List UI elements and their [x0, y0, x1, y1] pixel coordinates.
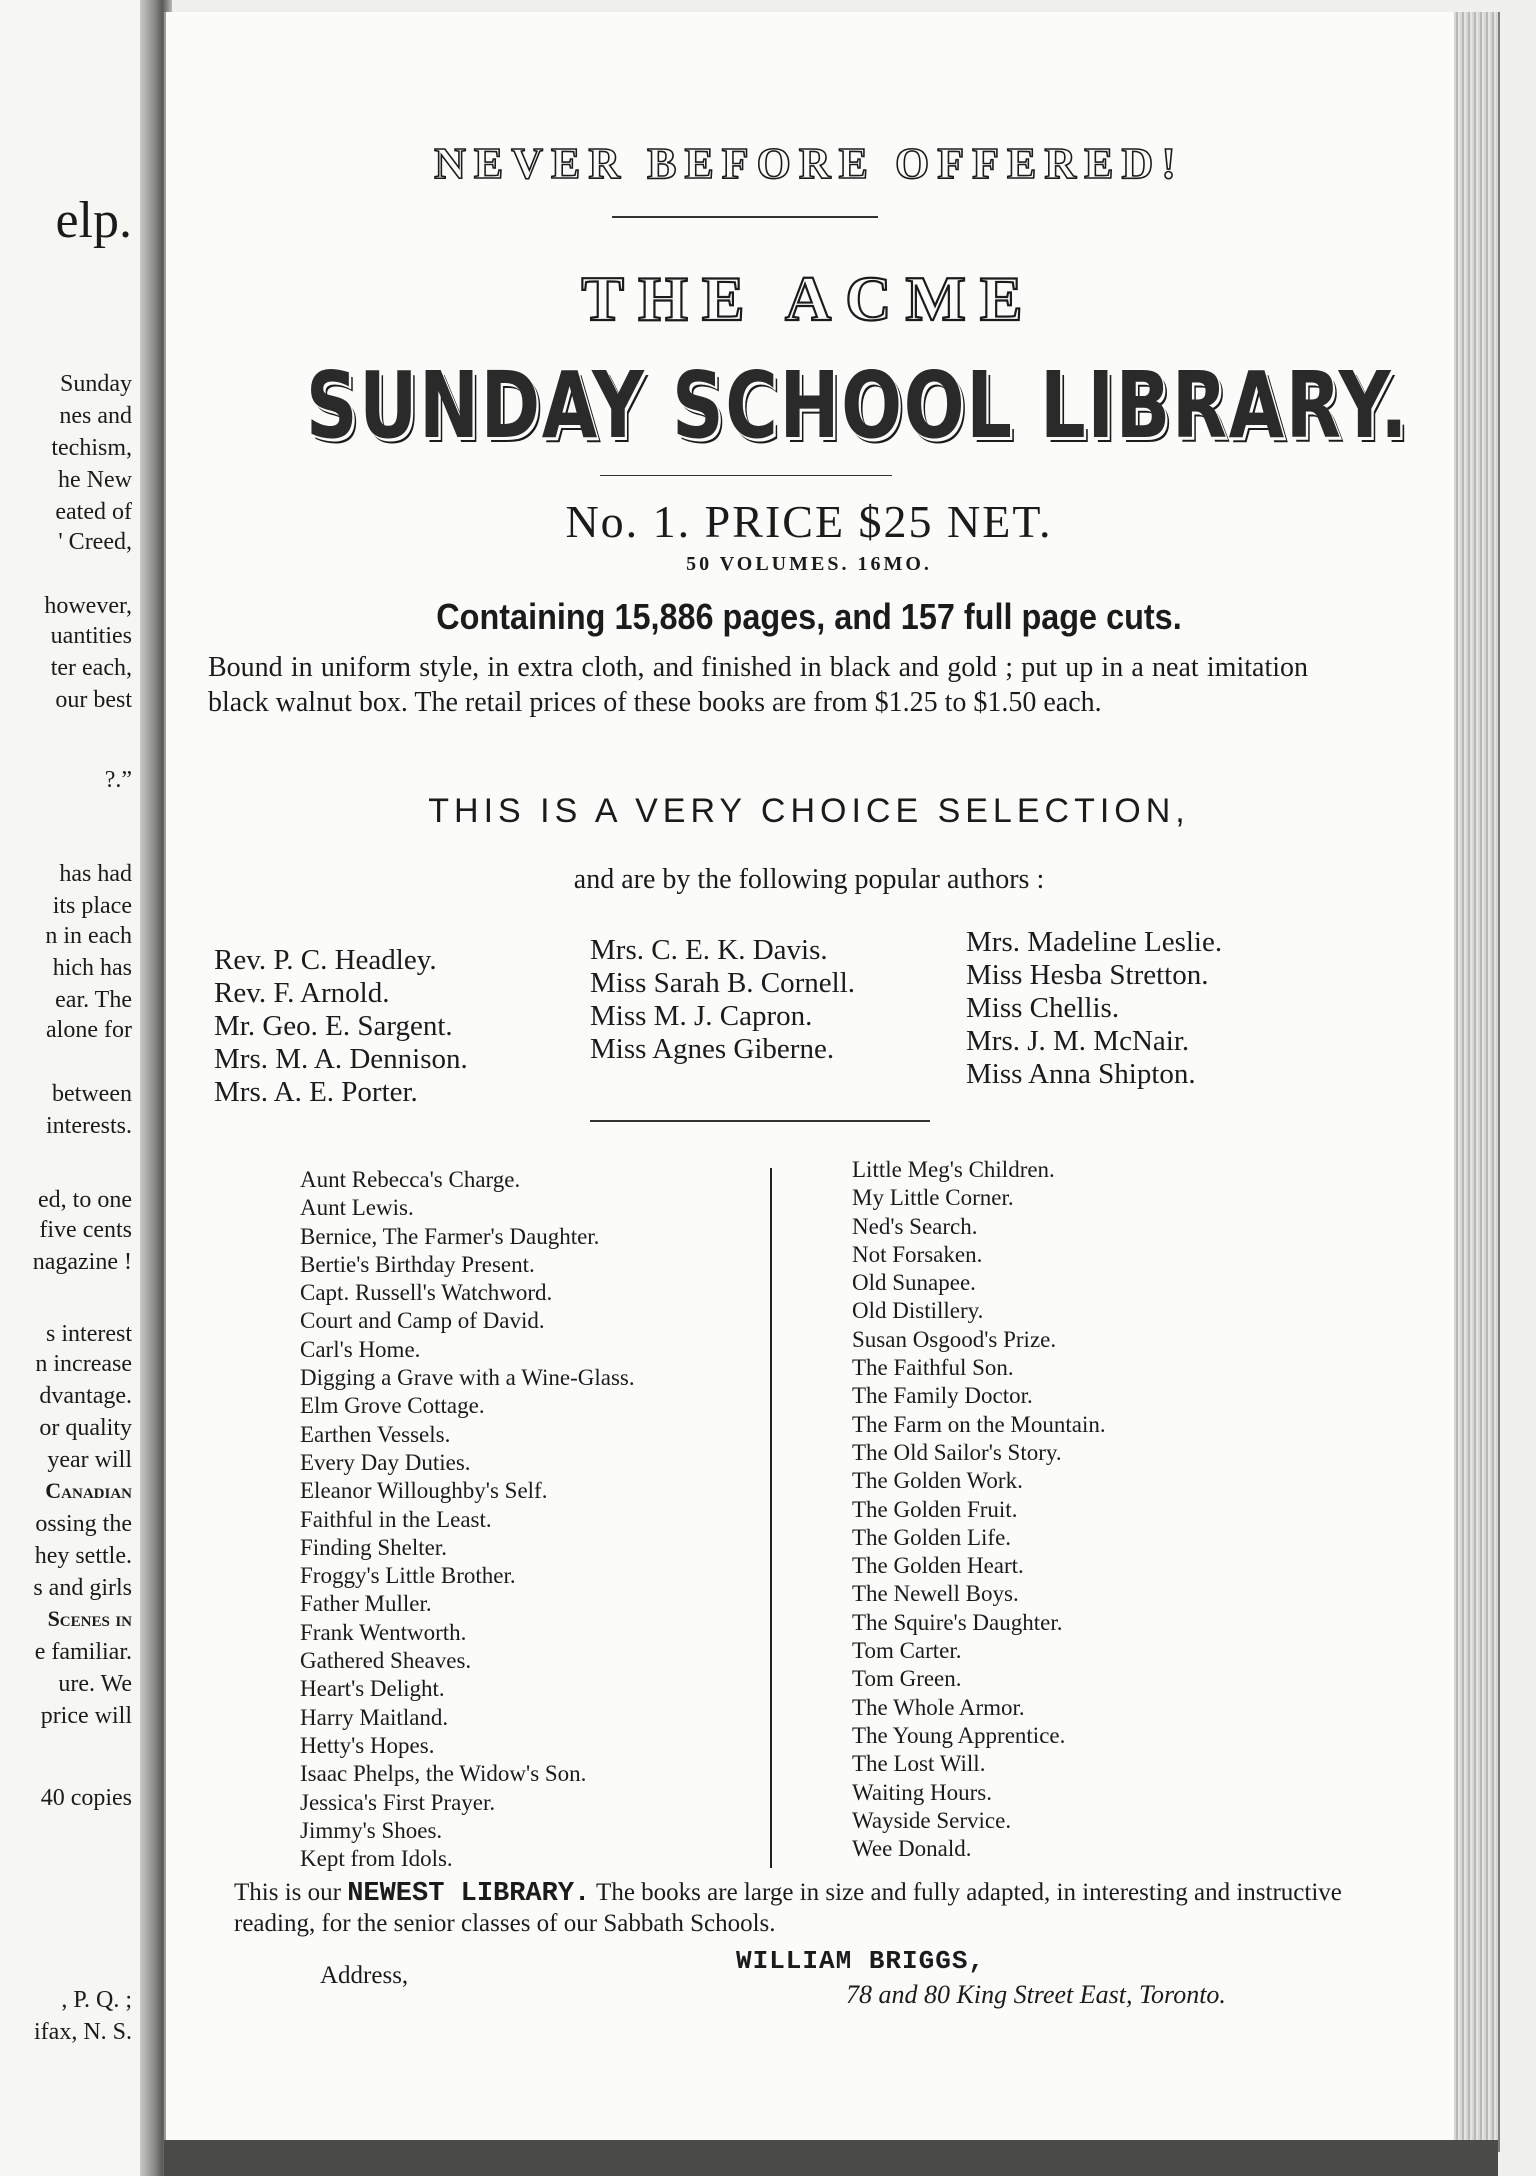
ornament-divider: [590, 1120, 930, 1122]
left-page-line: interests.: [46, 1113, 132, 1139]
book-title: Harry Maitland.: [300, 1704, 449, 1730]
author-name: Mrs. M. A. Dennison.: [214, 1043, 468, 1075]
headline-the-acme: THE ACME: [581, 263, 1037, 334]
book-title: The Newell Boys.: [852, 1581, 1019, 1607]
left-page-line: ' Creed,: [58, 529, 132, 555]
volumes-line: 50 VOLUMES. 16MO.: [686, 553, 932, 575]
book-title: Ned's Search.: [852, 1213, 978, 1239]
page-edge: [1454, 12, 1500, 2152]
authors-column-2: [590, 934, 855, 1066]
book-title: Not Forsaken.: [852, 1241, 983, 1267]
publisher-name: WILLIAM BRIGGS,: [736, 1946, 986, 1976]
book-title: Carl's Home.: [300, 1336, 421, 1362]
left-page-line: or quality: [39, 1415, 132, 1441]
author-name: Mrs. A. E. Porter.: [214, 1076, 418, 1108]
authors-column-3: [966, 926, 1222, 1091]
left-page-line: n increase: [35, 1351, 132, 1377]
left-page-line: Canadian: [45, 1478, 132, 1503]
book-title: Little Meg's Children.: [852, 1157, 1055, 1182]
left-page-line: e familiar.: [34, 1639, 132, 1665]
book-title: Tom Carter.: [852, 1638, 962, 1664]
left-page-line: he New: [58, 467, 132, 493]
author-name: Miss Hesba Stretton.: [966, 959, 1209, 991]
book-title: The Faithful Son.: [852, 1355, 1014, 1381]
book-title: Isaac Phelps, the Widow's Son.: [300, 1761, 587, 1787]
author-name: Miss M. J. Capron.: [590, 1000, 813, 1032]
book-title: Father Muller.: [300, 1591, 432, 1617]
newest-library-label: NEWEST LIBRARY.: [347, 1879, 591, 1909]
left-page-line: eated of: [55, 499, 132, 525]
book-title: Susan Osgood's Prize.: [852, 1326, 1057, 1352]
book-title: The Golden Fruit.: [852, 1496, 1018, 1522]
bottom-shadow: [164, 2140, 1498, 2176]
newest-post: The books are large in size and fully adapted, in interesting and instructive reading, for the senior classes of our Sabbath Schools.: [234, 1879, 1342, 1937]
newest-pre: This is our: [234, 1879, 348, 1906]
book-title: Wayside Service.: [852, 1807, 1012, 1833]
publisher-address: 78 and 80 King Street East, Toronto.: [846, 1980, 1226, 2009]
binding-description: Bound in uniform style, in extra cloth, and finished in black and gold ; put up in a neat imitation black walnut box. The retail prices of these books are from $1.25 to $1.50 each.: [208, 652, 1308, 718]
author-name: Miss Sarah B. Cornell.: [590, 967, 856, 999]
book-title: Gathered Sheaves.: [300, 1648, 472, 1674]
book-title: The Whole Armor.: [852, 1694, 1025, 1720]
book-title: Aunt Lewis.: [300, 1195, 414, 1221]
book-title: Old Distillery.: [852, 1298, 984, 1324]
book-title: Digging a Grave with a Wine-Glass.: [300, 1365, 635, 1391]
book-title: The Young Apprentice.: [852, 1722, 1066, 1748]
book-title: Eleanor Willoughby's Self.: [300, 1478, 548, 1504]
book-title: Capt. Russell's Watchword.: [300, 1280, 553, 1306]
author-name: Mrs. Madeline Leslie.: [966, 926, 1223, 958]
book-title: Faithful in the Least.: [300, 1506, 492, 1532]
book-title: The Golden Life.: [852, 1524, 1012, 1550]
author-name: Miss Anna Shipton.: [966, 1058, 1196, 1090]
containing-line: Containing 15,886 pages, and 157 full page cuts.: [436, 596, 1182, 637]
left-page-line: ifax, N. S.: [34, 2019, 132, 2045]
author-name: Mr. Geo. E. Sargent.: [214, 1010, 453, 1042]
book-title: Wee Donald.: [852, 1836, 972, 1862]
book-title: Bernice, The Farmer's Daughter.: [300, 1223, 600, 1249]
book-title: Froggy's Little Brother.: [300, 1563, 516, 1589]
left-page-line: ed, to one: [38, 1187, 132, 1213]
divider-rule: [600, 475, 892, 476]
book-title: My Little Corner.: [852, 1185, 1014, 1211]
book-title: Hetty's Hopes.: [300, 1732, 435, 1758]
left-page-line: s and girls: [33, 1575, 132, 1601]
left-page-line: ossing the: [35, 1511, 132, 1537]
book-title: Elm Grove Cottage.: [300, 1393, 485, 1419]
book-title: Aunt Rebecca's Charge.: [300, 1167, 521, 1192]
titles-column-left: [300, 1166, 635, 1873]
book-title: Earthen Vessels.: [300, 1421, 451, 1447]
book-title: The Golden Heart.: [852, 1553, 1024, 1579]
author-name: Rev. F. Arnold.: [214, 977, 390, 1009]
left-page-line: price will: [40, 1703, 132, 1729]
author-name: Miss Chellis.: [966, 992, 1120, 1024]
book-title: Tom Green.: [852, 1666, 962, 1692]
left-page-line: ?.”: [104, 767, 132, 793]
titles-column-right: [852, 1156, 1106, 1863]
book-title: Bertie's Birthday Present.: [300, 1251, 535, 1277]
author-name: Mrs. C. E. K. Davis.: [590, 934, 828, 966]
book-title: Jimmy's Shoes.: [300, 1817, 443, 1843]
left-page-line: nagazine !: [32, 1249, 132, 1275]
headline-never-before-offered: NEVER BEFORE OFFERED!: [434, 139, 1184, 188]
left-page-line: 40 copies: [40, 1785, 132, 1811]
left-page-line: dvantage.: [39, 1383, 132, 1409]
address-label: Address,: [320, 1962, 409, 1989]
left-page-line: five cents: [39, 1217, 132, 1243]
price-line: No. 1. PRICE $25 NET.: [565, 496, 1053, 547]
choice-selection-heading: THIS IS A VERY CHOICE SELECTION,: [428, 792, 1190, 830]
left-page-line: Sunday: [60, 371, 132, 397]
book-title: Waiting Hours.: [852, 1779, 992, 1805]
left-page-line: , P. Q. ;: [61, 1987, 132, 2013]
book-title: The Farm on the Mountain.: [852, 1411, 1106, 1437]
authors-column-1: [214, 944, 468, 1109]
book-title: Court and Camp of David.: [300, 1308, 545, 1334]
left-page-line: Scenes in: [47, 1606, 132, 1631]
left-page-line: alone for: [46, 1017, 132, 1043]
ornament-rule: [612, 216, 878, 218]
left-page-line: its place: [52, 893, 132, 919]
left-page-line: hich has: [52, 955, 132, 981]
newest-library-note: [234, 1878, 1344, 1939]
left-page-line: between: [52, 1081, 132, 1107]
author-name: Rev. P. C. Headley.: [214, 944, 437, 976]
book-title: The Squire's Daughter.: [852, 1609, 1063, 1635]
left-page-line: hey settle.: [34, 1543, 132, 1569]
left-page-line: techism,: [51, 435, 132, 461]
left-page-line: n in each: [45, 923, 132, 949]
left-page-line: ter each,: [50, 655, 132, 681]
left-page-line: s interest: [46, 1321, 132, 1347]
left-page-line: year will: [47, 1447, 132, 1473]
left-page-line: nes and: [59, 403, 132, 429]
book-title: The Family Doctor.: [852, 1383, 1033, 1409]
authors-intro: and are by the following popular authors :: [573, 864, 1045, 895]
book-title: The Lost Will.: [852, 1751, 986, 1777]
author-name: Miss Agnes Giberne.: [590, 1033, 835, 1065]
book-title: The Golden Work.: [852, 1468, 1023, 1494]
book-title: Finding Shelter.: [300, 1534, 447, 1560]
book-title: Jessica's First Prayer.: [300, 1789, 496, 1815]
book-title: Kept from Idols.: [300, 1846, 453, 1872]
book-title: Frank Wentworth.: [300, 1619, 467, 1645]
left-page-line: elp.: [55, 192, 132, 249]
left-page: [0, 0, 150, 2176]
book-title: Every Day Duties.: [300, 1449, 471, 1475]
book-title: The Old Sailor's Story.: [852, 1439, 1062, 1465]
left-page-line: has had: [59, 861, 132, 887]
left-page-line: however,: [44, 593, 132, 619]
book-title: Old Sunapee.: [852, 1270, 976, 1296]
left-page-line: ear. The: [55, 987, 132, 1013]
left-page-line: ure. We: [58, 1671, 132, 1697]
left-page-line: uantities: [50, 623, 132, 649]
book-title: Heart's Delight.: [300, 1676, 445, 1702]
headline-sunday-school-library: SUNDAY SCHOOL LIBRARY.: [305, 352, 1410, 459]
column-divider: [770, 1168, 772, 1868]
left-page-line: our best: [55, 687, 132, 713]
author-name: Mrs. J. M. McNair.: [966, 1025, 1190, 1057]
